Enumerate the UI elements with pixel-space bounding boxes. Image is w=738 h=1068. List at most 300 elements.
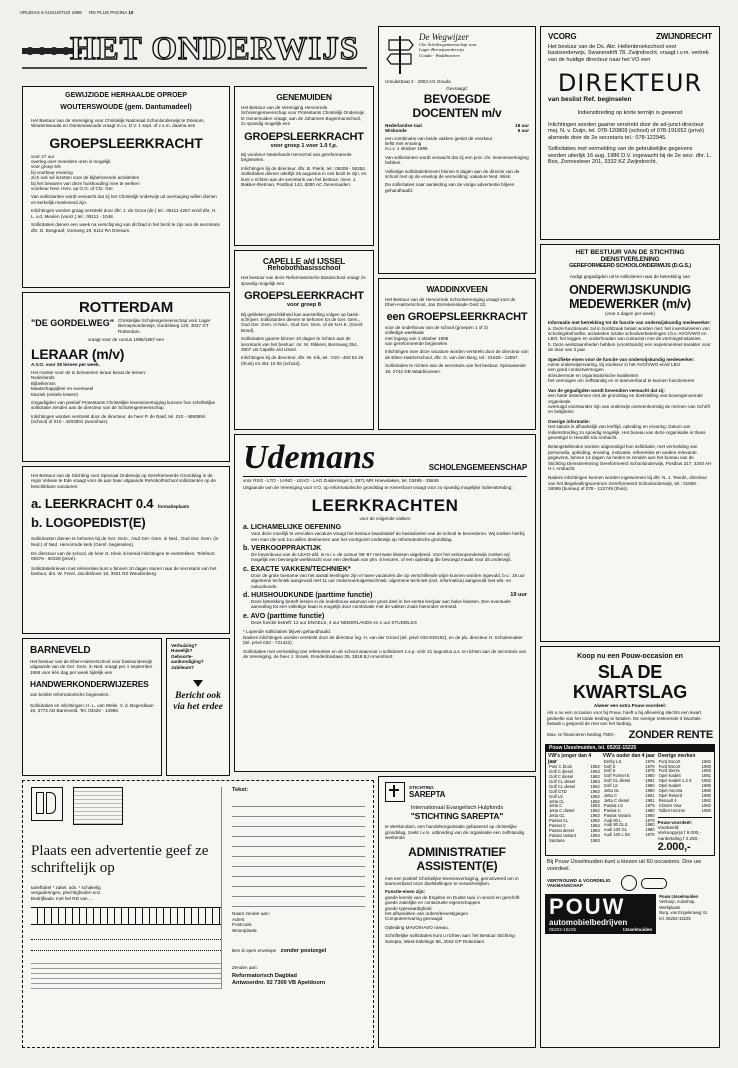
pouw-table-vw-old: [603, 760, 656, 839]
section-title-banner: [22, 26, 372, 86]
item-head: b. VERKOOPPRAKTIJK: [243, 545, 322, 553]
subject-hours: 18 uur: [515, 122, 529, 128]
footer-info-line: Pouw IJsselmuiden: [659, 894, 699, 900]
footer-left-line: VAKMANSCHAP: [547, 883, 583, 889]
ad-capelle-text2: Bij gebleken geschiktheid kan aanstelling volgen op basis-schrijver. Sollicitanten dienen te behoren tot de Ger. Gem., Oud Ger. Gem. in Ned., Oud Ger. Gem. of de N.H.K. (Geref. Bond).: [241, 311, 364, 333]
ad-dgs-title1: HET BESTUUR VAN DE STICHTING: [575, 249, 685, 256]
coupon-fields: [232, 911, 365, 933]
ad-udemans-item: [243, 566, 527, 589]
ad-pouw-footer-info: [659, 894, 715, 934]
req-line: goede kennis van de Engelse en Duitse taal, in woord en geschrift: [385, 894, 520, 900]
car-model: Passat C: [603, 807, 621, 813]
ad-dgs-cand: [548, 393, 712, 415]
pouw-column-vw-young: [548, 754, 601, 853]
item-text: Door de grote toename van het aantal leerlingen zijn er twee vacatures die op verschillende wijze kunnen worden ingevuld, b.v.: 18 uur algemene techniek aangevuld met 11 uur motorvoertuigentechniek; algemene techniek (incl. informatica) aangevuld met wis- en natuurkunde.: [251, 572, 525, 589]
ad-sarepta-reqs: [385, 895, 529, 922]
ad-rotterdam: [22, 292, 230, 462]
car-year: 1983: [590, 778, 600, 784]
ad-sarepta-position1: ADMINISTRATIEF: [408, 844, 506, 859]
ad-pouw-tail: Bij Pouw IJsselmuiden kunt u kiezen uit 60 occasions. Doe uw voordeel.: [547, 859, 702, 872]
ad-wegwijzer-org: [419, 42, 477, 58]
org-line: Chr. Scholengemeenschap voor: [419, 42, 477, 47]
car-year: 1982: [590, 818, 600, 824]
ad-special-a-sub: formatieplaats: [157, 504, 190, 510]
ad-wegwijzer-position2: DOCENTEN m/v: [412, 105, 502, 120]
ad-wegwijzer-logo: De Wegwijzer: [419, 32, 469, 42]
coupon-field[interactable]: Adres:: [232, 916, 246, 922]
ad-udemans-address: voor RSG - LTO - LHNO - LEAO - LAO Zuidersingel 1, 3871 MR Hoevelaken, tel. 03495 - 35846: [243, 476, 527, 483]
car-model: Ford Escort: [658, 763, 681, 769]
ad-pouw-voordeel-head: Pouw-voordeel:: [657, 819, 693, 825]
bullet: liefst met ervaring: [385, 141, 422, 147]
ad-dgs-title2: DIENSTVERLENING: [600, 256, 660, 264]
ad-udemans-logo: Udemans: [243, 439, 376, 476]
car-year: 1982: [590, 798, 600, 804]
car-model: Golf C diesel: [549, 774, 573, 780]
ad-wouterswoude-bullets: [31, 154, 221, 192]
coupon-option: Ben ik open envelope: [232, 948, 277, 954]
ad-waddinxveen: [378, 278, 536, 430]
ad-special-b: b. LOGOPEDIST(E): [31, 515, 146, 531]
ad-dgs-request: nodigt gegadigden uit te solliciteren naar de betrekking van: [569, 274, 691, 280]
ad-udemans-text2: Nadere inlichtingen worden verstrekt door de directeur ing. H. van der Grond (tel. privé 033-630162), en de plv. directeur H. Schuitemaker (tel. privé 033 - 721422).: [243, 634, 523, 646]
ad-dgs-info: [548, 326, 712, 353]
ad-rotterdam-title: ROTTERDAM: [78, 299, 174, 316]
ad-pouw-price-line: Verkoopprijs f 9.000,-: [657, 830, 702, 836]
ad-wegwijzer-text3: Volledige sollicitatiebrieven binnen 8 dagen aan de directie van de school met op de envelop de vermelding: vakature Ned. Wisk.: [385, 168, 520, 180]
ad-pouw-brand: POUW: [549, 894, 626, 920]
ad-sarepta: [378, 776, 536, 1048]
ad-genemuiden-text1: Het Bestuur van de Vereniging Hervormde Scholengemeenschap voor Protestants Christelijk Onderwijs te Genemuiden vraagt, aan de Johannes Bogermanschool, zo spoedig mogelijk een: [241, 105, 365, 127]
car-model: Golf LS: [549, 793, 563, 799]
pouw-column-other: [658, 754, 712, 853]
ad-vcorg: [540, 26, 720, 240]
ad-pouw-top: Koop nu een Pouw-occasion en: [577, 653, 683, 660]
ad-dgs-other-head: Overige informatie:: [548, 418, 591, 424]
car-model: Citroën Visa: [658, 802, 682, 808]
ad-waddinxveen-position: een GROEPSLEERKRACHT: [386, 310, 528, 323]
car-year: 1980: [701, 807, 711, 813]
car-year: 1982: [701, 778, 711, 784]
ad-wouterswoude-text2: Van sollicitanten wordt verwacht dat zij het Christelijk onderwijs uit overtuiging willen dienen en kerkelijk meelevend zijn.: [31, 194, 217, 205]
footer-info-line: Burg. van Engelenweg 41: [659, 910, 708, 916]
car-model: Polo C bruin: [549, 764, 573, 770]
bullet: zich ook wil inzetten voor de bijbehorende activiteiten: [31, 175, 140, 181]
car-model: Golf CL diesel: [549, 783, 576, 789]
car-year: 1980: [645, 788, 655, 794]
car-year: 1983: [701, 768, 711, 774]
ad-special-text3: De directeur van de school, de heer G. Klein is bereid inlichtingen te verstrekken. Telefoon: 08376 - 60328 (privé).: [31, 551, 216, 562]
coupon-form: [22, 780, 374, 1048]
subject: Bijbelkennis: [31, 380, 56, 386]
car-year: 1983: [590, 803, 600, 809]
vw-logo-icon: [621, 875, 637, 891]
item-text: Deze betrekking betreft lessen in de onderbouw waarvan een groot deel in het eerste leerjaar aan halve klassen. Een eventuele aanvulling tot een volledige baan is mogelijk door combinatie met de vakken zoals hieronder vermeld.: [251, 599, 511, 610]
bullet: bij voorkeur ervaring: [31, 169, 73, 175]
ad-udemans-title: LEERKRACHTEN: [311, 495, 459, 515]
ad-capelle: [234, 250, 374, 430]
car-year: 1979: [645, 802, 655, 808]
header-page: 10: [128, 10, 134, 15]
promo-question: Geboorte-aankondiging?: [171, 653, 204, 665]
ad-waddinxveen-text2: Inlichtingen over deze vacature worden verstrekt door de directeur van de Eben-Haëzerschool, dhr. G. van den Berg, tel.: 01828 - 12597.: [385, 349, 529, 360]
ad-wegwijzer-text4: De sollicitaties naar aanleiding van de vorige advertentie blijven gehandhaafd.: [385, 182, 515, 193]
ad-pouw-price-line: Aanbetaling f 2.250,-: [657, 835, 700, 841]
car-year: 1979: [645, 817, 655, 823]
pouw-col-title: VW's ouder dan 4 jaar: [602, 753, 655, 760]
ad-rotterdam-subjects-intro: Het rooster voor de to benoemen leraar bevat de lessen:: [31, 370, 147, 376]
ad-vcorg-subpos: van beslist Ref. beginselen: [548, 96, 632, 104]
ad-sarepta-text2: met een positief Christelijke levensovertuiging, gemotiveerd om in teamverband onze doelstellingen te verwezenlijken.: [385, 875, 519, 887]
ad-sarepta-position2: ASSISTENT(E): [416, 858, 498, 873]
ad-dgs-other: Het salaris is afhankelijk van leeftijd, opleiding en ervaring. Datum van indiensttreding zo spoedig mogelijk. Het bureau van deze organisatie is thans gevestigd in Hendrik Ido Ambacht.: [548, 424, 706, 440]
signpost-icon: [385, 32, 415, 76]
car-model: Opel Rekord: [658, 792, 683, 798]
ad-dgs-cand-head: Van de gegadigden wordt bovendien verwacht dat zij:: [548, 387, 665, 393]
ad-sarepta-logo: SAREPTA: [409, 790, 446, 800]
ad-pouw: [540, 646, 720, 1048]
bullet: van gereformeerde beginselen: [385, 341, 448, 347]
ad-waddinxveen-title: WADDINXVEEN: [426, 284, 488, 294]
car-year: 1979: [645, 832, 655, 838]
car-year: 1980: [645, 812, 655, 818]
car-model: Jetta C: [603, 792, 618, 798]
page-header: [20, 10, 720, 18]
car-model: Opel Kadett: [658, 783, 681, 789]
ad-genemuiden-text3: Inlichtingen bij de directeur, dhr. B. Pierik, tel.: 05208 - 55352. Sollicitaties dienen uiterlijk 25 augustus in ons bezit te zijn, en kunt u richten aan de secretaris van het bestuur, mevr. J. Bakker-Rietman, Postbus 142, 8280 AC Genemuiden.: [241, 165, 367, 188]
header-section: RD PLUS PAGINA: [89, 10, 128, 15]
car-year: 1983: [590, 832, 600, 838]
item-text: Deze functie betreft: 12 uur ENGELS, 4 uur NEDERLANDS en 1 uur STUDIELES: [251, 619, 417, 625]
ad-genemuiden-position: GROEPSLEERKRACHT: [244, 130, 364, 143]
ad-pouw-zero: ZONDER RENTE: [628, 728, 713, 741]
pouw-col-title: VW's jonger dan 4 jaar: [548, 753, 592, 765]
item-head: a. LICHAMELIJKE OEFENING: [243, 524, 342, 532]
subject: Muziek (enkele lessen): [31, 391, 78, 397]
section-title: HET ONDERWIJS: [70, 31, 360, 67]
ad-wegwijzer-subjects: [385, 123, 529, 134]
ad-wouterswoude-text4: Sollicitaties dienen een week na verschijning van dit blad in het bezit te zijn van de secretaris dhr. D. Bosgraaf, Voorweg 19, 9114 RA Driesum.: [31, 222, 220, 233]
coupon-grid[interactable]: [31, 907, 221, 925]
car-year: 1980: [645, 827, 655, 833]
car-year: 1982: [701, 802, 711, 808]
org-line: Gouda - Waddinxveen: [419, 52, 460, 58]
ad-wouterswoude-subtitle: WOUTERSWOUDE (gem. Dantumadeel): [60, 104, 192, 112]
ad-pouw-sub: Alweer een extra Pouw-voordeel:: [593, 703, 667, 708]
car-year: 1980: [645, 783, 655, 789]
item-head: c. EXACTE VAKKEN/TECHNIEK*: [243, 565, 351, 573]
ad-capelle-subpos: voor groep 8: [287, 302, 321, 309]
ad-sarepta-org: Internationaal Evangelisch Hulpfonds: [410, 805, 504, 811]
promo-question: Jubileum?: [171, 664, 194, 670]
car-year: 1983: [590, 837, 600, 843]
car-model: Passat CL: [549, 818, 569, 824]
item-text: De bovenbouw van de LEAO-afd. is m.i.v. de cursus '86-'87 met twee klassen uitgebreid. Voor het verkooponderwijs zoeken wij mogelijk een bevoegde werkkracht voor een deeltaak van plm. 6 lesuren, of een opleiding die bevoegd maakt voor dit onderwijs.: [251, 552, 512, 563]
car-model: Passat diesel: [549, 828, 574, 833]
info-line: b. Deze werkzaamheden hebben (voorshands) een experimenteel karakter voor de duur van 3 jaar.: [548, 341, 711, 353]
info-line: a. Deze functionaris zal in hoofdzaak belast worden met: het inventariseren van scholingsbehoefte; activiteiten inzake schoolverbeteringen t.b.v. AVO/VWO en LBO; het leggen en onderhouden van contacten met de vormingsinstanties.: [548, 325, 710, 342]
ad-dgs-title3: GEREFORMEERD SCHOOLONDERWIJS (D.G.S.): [569, 263, 691, 270]
car-row: [658, 809, 712, 814]
car-model: Golf S: [603, 763, 616, 769]
ad-special-education: [22, 466, 230, 634]
ad-wegwijzer: [378, 26, 536, 274]
pouw-column-vw-old: [603, 754, 656, 853]
ad-udemans-school: SCHOLENGEMEENSCHAP: [428, 463, 527, 472]
car-year: 1980: [701, 788, 711, 794]
ad-rotterdam-hours: A.V.O. voor 29 lessen per week.: [31, 361, 100, 367]
ad-capelle-text4: Inlichtingen bij de directeur, dhr. W. Kik, tel.: 010 - 450 54 25 (thuis) en 451 10 55 (school).: [241, 355, 364, 366]
ad-capelle-subtitle: Rehobothbasisschool: [267, 265, 341, 272]
ad-udemans-item: [243, 524, 527, 542]
car-model: Audi 100 L 5S: [603, 832, 630, 838]
car-year: 1980: [645, 807, 655, 813]
ad-barneveld-text3: Sollicitaties en inlichtingen: H. L. van Welie, V. d. Bogerdlaan 16, 3772 AD Barneveld. Tel. 03420 - 14958.: [30, 702, 154, 714]
car-model: Audi 80 GLS: [603, 822, 628, 828]
ad-special-text2: Sollicitanten dienen te behoren bij de Ger. Gem., Oud Ger. Gem. in Ned., Oud Ger. Gem. (in Ned.) of Ned. Hervormde kerk (Geref. beginselen).: [31, 536, 219, 547]
car-year: 1978: [645, 768, 655, 774]
header-date: VRIJDAG 8 AUGUSTUS 1986: [20, 10, 82, 15]
bullet: voor de onderbouw van de school (groepen 1 of 2): [385, 324, 488, 330]
coupon-fine-print: [31, 959, 221, 989]
coupon-field[interactable]: Postcode:: [232, 922, 253, 928]
car-year: 1983: [590, 769, 600, 775]
ad-barneveld-title: BARNEVELD: [30, 645, 91, 656]
ad-wegwijzer-address: Ursulastraat 2 · 2803 AG Gouda: [385, 79, 451, 84]
subject-row: [385, 128, 529, 133]
subject-name: Nederlandse taal: [385, 122, 422, 128]
ad-rotterdam-org-desc: Christelijke Scholengemeenschap voor Lager Beroepsonderwijs, Gordelweg 120, 3037 GT Rotterdam.: [118, 318, 211, 334]
ad-rotterdam-text2: Gegadigden van positief Protestants Christelijke levensovertuiging kunnen hun schriftelijke sollicitatie zenden aan de directeur van de Scholengemeenschap.: [31, 400, 216, 411]
bullet: m.i.v. 1 oktober 1986: [385, 146, 428, 152]
ad-vcorg-text2: Inlichtingen worden gaarne verstrekt door de ad-junct-directeur mej. N. v. Duijn, tel. 078-120809 (school) of 078-191652 (privé) alsmede door de 2e secretaris tel.: 078-122945.: [548, 122, 704, 141]
ad-genemuiden-title: GENEMUIDEN: [276, 92, 332, 102]
coupon-line: tarieftabel * zakel. adv. * schakelig: [31, 885, 101, 890]
ad-udemans-title-sub: voor de volgende vakken: [359, 515, 411, 521]
ad-udemans: [234, 434, 536, 772]
ad-udemans-item: [243, 613, 527, 625]
car-year: 1982: [590, 783, 600, 789]
car-model: Passat C: [549, 823, 566, 829]
car-year: 1982: [590, 808, 600, 814]
car-year: 1982: [590, 764, 600, 770]
car-year: 1979: [645, 763, 655, 769]
car-model: Golf GTD: [549, 788, 567, 794]
spec-line: ruime onderwijservaring, bij voorkeur in het AVO/VWO en/of LBO: [548, 362, 681, 368]
bullet: voor 27 uur: [31, 153, 55, 159]
ad-capelle-text3: Sollicitaties gaarne binnen 10 dagen te richten aan de secretaris van het bestuur: mr. M. Rikkers, Bermweg 354, 2907 LB Capelle a/d IJssel.: [241, 336, 358, 353]
coupon-line: Bedrijfsadv. met hel RD van ...: [31, 895, 93, 901]
ad-wouterswoude: [22, 86, 230, 288]
ad-pouw-city: IJsselmuiden: [623, 927, 653, 933]
ad-wouterswoude-intro: Het Bestuur van de Vereniging voor Christelijk Nationaal Schoolonderwijs te Driesum, Wouterswoude en Dantumawoude vraagt m.i.v. D.V. 1 sept. of z.s.m. daarna een: [31, 117, 205, 129]
coupon-address1: Reformatorisch Dagblad: [232, 973, 297, 980]
ad-pouw-price-big: 2.000,-: [657, 841, 691, 854]
ad-udemans-item: [243, 545, 527, 563]
ad-sarepta-req-head: Functie-eisen zijn:: [385, 889, 426, 895]
ad-special-intro: Het Bestuur van de Stichting voor Speciaal Onderwijs op Gereformeerde Grondslag in de regio Veluwe te Ede vraagt voor de aan haar uitgaande Rehobothschool sollicitanten op de beschikbare vacatures:: [31, 473, 216, 489]
car-year: 1984: [590, 823, 600, 829]
ad-pouw-tel: 05202-15225: [549, 927, 577, 933]
coupon-address2: Antwoordnr. 92 7300 VB Apeldoorn: [232, 979, 326, 986]
bullet: een combinatie van beide vakken geniet de voorkeur: [385, 135, 493, 141]
pouw-table-vw-young: [548, 765, 601, 844]
ad-waddinxveen-bullets: [385, 325, 529, 347]
ad-dgs-spec-head: Specifieke eisen voor de functie van onderwijskundig medewerker:: [548, 356, 695, 362]
ad-barneveld-text1: Het bestuur van de Eben-Haëzerschool voor basisonderwijs uitgaande van de Ger. Gem. in Ned. vraagt per 1 september 1986 voor één dag per week tijdelijk een: [30, 659, 153, 675]
ad-waddinxveen-text3: Sollicitaties te richten aan de secretaris van het bestuur, Spinsaweide 19, 2742 GB Waddinxveen.: [385, 363, 526, 374]
spec-line: het vermogen om zelfstandig en in teamverband te kunnen functioneren: [548, 378, 695, 384]
car-year: 1981: [645, 792, 655, 798]
ad-dgs-spec: [548, 362, 712, 384]
ad-wouterswoude-text3: Inlichtingen worden graag verstrekt door dhr. J. de Groot (dir.) tel.: 05111-4257 en/of dhr. H. L. v.d. Meulen (voorz.) tel.: 05111 - 1048.: [31, 208, 217, 219]
item-hours: 19 uur: [510, 592, 527, 599]
bullet: voor groep 5/6: [31, 164, 61, 170]
rd-logo-icon: [31, 787, 63, 821]
ad-rotterdam-position: LERAAR (m/v): [31, 345, 125, 362]
ad-wegwijzer-bullets: [385, 136, 529, 152]
ad-dgs-text2: Belangstellenden worden uitgenodigd hun sollicitatie, met vermelding van personalia, opleiding, ervaring, motivatie, referenties en andere relevante gegevens, binnen 14 dagen na heden te zenden aan het bureau van de Stichting Dienstverlening Gereformeerd Schoolonderwijs, Postbus 317, 3340 AH H.I. Ambacht.: [548, 444, 712, 471]
car-model: Golf C diesel: [549, 769, 573, 775]
sarepta-logo-icon: [385, 782, 405, 802]
subject: Nederlands: [31, 375, 55, 381]
car-model: Santana: [549, 837, 565, 843]
ad-dgs-info-head: Informatie met betrekking tot de functie van onderwijskundig medewerker:: [548, 320, 711, 326]
coupon-text-label: Tekst:: [232, 787, 249, 793]
car-model: Jetta GL: [603, 788, 620, 794]
car-model: Opel Kadett: [658, 773, 681, 779]
coupon-dotted-line[interactable]: [31, 946, 221, 951]
car-model: Golf LS: [603, 783, 618, 789]
car-model: Opel Kadett 1.3 S: [658, 778, 692, 784]
ad-sarepta-name: "STICHTING SAREPTA": [410, 811, 504, 822]
ad-vcorg-note: Indiensttreding op korte termijn is gewenst: [577, 109, 683, 116]
cand-line: overtuigd voorstander zijn van onderwijs overeenkomstig de normen van Schrift en belijdenis: [548, 403, 710, 415]
ad-rotterdam-org: "DE GORDELWEG": [31, 318, 115, 328]
car-model: Golf CL diesel: [549, 778, 576, 784]
ad-genemuiden-subpos: voor groep 1 voor 1.0 f.p.: [270, 142, 338, 149]
ad-udemans-item: [243, 592, 527, 610]
req-line: het afhandelen van orders/bevestigingen: [385, 911, 469, 917]
car-year: 1983: [590, 813, 600, 819]
subject: Maatschappijleer en eventueel: [31, 386, 94, 392]
coupon-send: Zenden aan:: [232, 965, 258, 971]
ad-pouw-tag: automobielbedrijven: [549, 918, 628, 928]
car-model: Jetta C diesel: [603, 797, 630, 803]
car-year: 1982: [701, 797, 711, 803]
ad-vcorg-text1: Het bestuur van de Ds. Abr. Hellenbroekschool voor basisonderwijs, Swanendrift 78, Zwijndrecht, vraagt i.v.m. vertrek van de huidige directeur naar het VO een: [548, 44, 709, 63]
ad-waddinxveen-text1: Het Bestuur van de Hervormde Schoolvereniging vraagt voor de Eben-Haëzerschool, Jan Dorrekenskade Oost 22,: [385, 297, 516, 308]
ad-dgs-position1: ONDERWIJSKUNDIG: [569, 282, 691, 297]
car-model: Golf S: [603, 768, 616, 774]
arrow-down-icon: [193, 680, 203, 687]
car-year: 1980: [645, 822, 655, 828]
ad-vcorg-text3: Sollicitaties met vermelding van de gebruikelijke gegevens worden uiterlijk 16 aug. 1986 D.V. ingewacht bij de 2e secr. dhr. L. Bos, Zonnesteen 201, 3332 KZ Zwijndrecht.: [548, 146, 712, 166]
ad-capelle-text1: Het bestuur van deze Reformatorische Basisschool vraagt zo spoedig mogelijk een: [241, 275, 366, 286]
ad-sarepta-text4: Schriftelijke sollicitaties kunt u richten aan: het Bestuur Stichting Sarepta, West-Sidelinge 66, 3043 GP Rotterdam: [385, 933, 515, 944]
ad-pouw-headline: SLA DE KWARTSLAG: [572, 662, 688, 702]
pouw-brand-block: [545, 894, 656, 934]
promo-cta: Bericht ook via het erdee: [173, 691, 223, 713]
footer-left-line: VERTROUWD & VOORDELIG: [547, 877, 611, 883]
car-model: Audi 100 GL: [603, 827, 628, 833]
car-model: Audi 80 L: [603, 817, 622, 823]
ad-special-text4: Sollicitatiebrieven met referenties kunt u binnen 10 dagen sturen naar de secretaris van het bestuur, drs. W. Ferel, Jacobshove 18, 3931 RZ Woudenberg.: [31, 565, 217, 577]
bullet: bij het bewaren van deze huishouding mee te werken: [31, 180, 140, 186]
promo-question: Huwelijk?: [171, 648, 193, 654]
ad-genemuiden: [234, 86, 374, 246]
coupon-title: Plaats een advertentie geef ze schriftelijk op: [31, 843, 209, 876]
pouw-col-title: Overige merken: [657, 753, 696, 760]
subject-hours: 6 uur: [517, 128, 529, 134]
spec-line: stimulerende en organisatorische kwaliteiten: [548, 372, 639, 378]
car-model: Opel Ascona: [658, 788, 683, 794]
coupon-text-field[interactable]: [232, 797, 365, 907]
ad-wouterswoude-title: GEWIJZIGDE HERHAALDE OPROEP: [65, 92, 187, 99]
car-model: Jetta GL: [549, 813, 565, 819]
ad-sarepta-text3: Opleiding MAVO/HAVO niveau.: [385, 924, 449, 930]
ad-dgs-days: (voor 2 dagen per week): [605, 310, 655, 316]
car-year: 1982: [701, 758, 711, 764]
ad-pouw-voordeel-sub: Voorbeeld:: [657, 825, 680, 830]
coupon-field[interactable]: Woonplaats:: [232, 927, 258, 933]
ad-rotterdam-subjects: [31, 375, 221, 397]
newspaper-icon: [73, 787, 123, 825]
car-year: 1978: [645, 758, 655, 764]
car-row: [603, 833, 656, 838]
car-model: Passat Variant: [603, 812, 631, 818]
coupon-lines: [31, 885, 221, 901]
ad-udemans-text3: Sollicitaties met vermelding van referenties en de school waarvoor u solliciteert z.s.p. vóór 21 augustus a.s. te richten aan de secretaris van de Vereniging, de heer J. Snoek, Rondenboslaan 39, 3818 BJ Amersfoort.: [243, 648, 527, 659]
car-model: Jetta CL: [549, 798, 565, 804]
car-year: 1980: [645, 773, 655, 779]
ad-wegwijzer-position1: BEVOEGDE: [423, 91, 491, 106]
car-year: 1982: [590, 774, 600, 780]
ad-vcorg-right: ZWIJNDRECHT: [655, 32, 712, 41]
bullet: voorkeur Ned. Herv. op G.G. of Chr. Ger.: [31, 186, 114, 192]
car-year: 1980: [701, 783, 711, 789]
promo-question: Verhuizing?: [171, 643, 198, 648]
car-year: 1982: [590, 793, 600, 799]
ad-sarepta-title: STICHTING: [409, 784, 434, 790]
ad-genemuiden-text2: Bij voorkeur Nederlands Hervormd van gereformeerde beginselen.: [241, 152, 352, 163]
car-model: Passat LS: [603, 802, 623, 808]
ad-rotterdam-request: vraagt voor de cursus 1986/1987 een: [87, 337, 165, 343]
car-year: 1981: [701, 773, 711, 779]
ad-pouw-footer-left: [547, 878, 617, 889]
ad-wegwijzer-text2: Van sollicitanten wordt verwacht dat zij een prot. chr. levensovertuiging hebben.: [385, 154, 529, 166]
ad-dgs-position2: MEDEWERKER (m/v): [569, 296, 691, 311]
car-year: 1981: [645, 778, 655, 784]
ad-udemans-note: * Lopende sollicitaties blijven gehandhaafd.: [243, 629, 332, 635]
ad-dienstverlening: [540, 244, 720, 642]
ad-udemans-intro: Uitgaande van de Vereniging voor V.O. op reformatorische grondslag te Amersfoort vraagt voor zo spoedig mogelijke indiensttreding:: [243, 485, 513, 491]
car-model: Jetta C: [549, 803, 563, 809]
car-row: [548, 839, 601, 844]
car-model: Golf GL diesel: [603, 778, 631, 784]
car-model: Ford Escort: [658, 758, 681, 764]
coupon-field[interactable]: Naam zender aan:: [232, 911, 270, 917]
ad-barneveld: [22, 638, 162, 776]
car-model: Jetta C diesel: [549, 808, 575, 814]
ad-barneveld-text2: van beslist reformatorische beginselen.: [30, 692, 110, 698]
ad-pouw-dealer: Pouw IJsselmuiden, tel. 05202-15225: [546, 745, 714, 752]
coupon-dotted-line[interactable]: [31, 935, 221, 940]
subject-name: Wiskunde: [385, 128, 407, 134]
car-model: Passat Variant: [549, 832, 576, 838]
bullet: overleg over meerdere uren is mogelijk: [31, 159, 111, 165]
car-year: 1983: [590, 788, 600, 794]
